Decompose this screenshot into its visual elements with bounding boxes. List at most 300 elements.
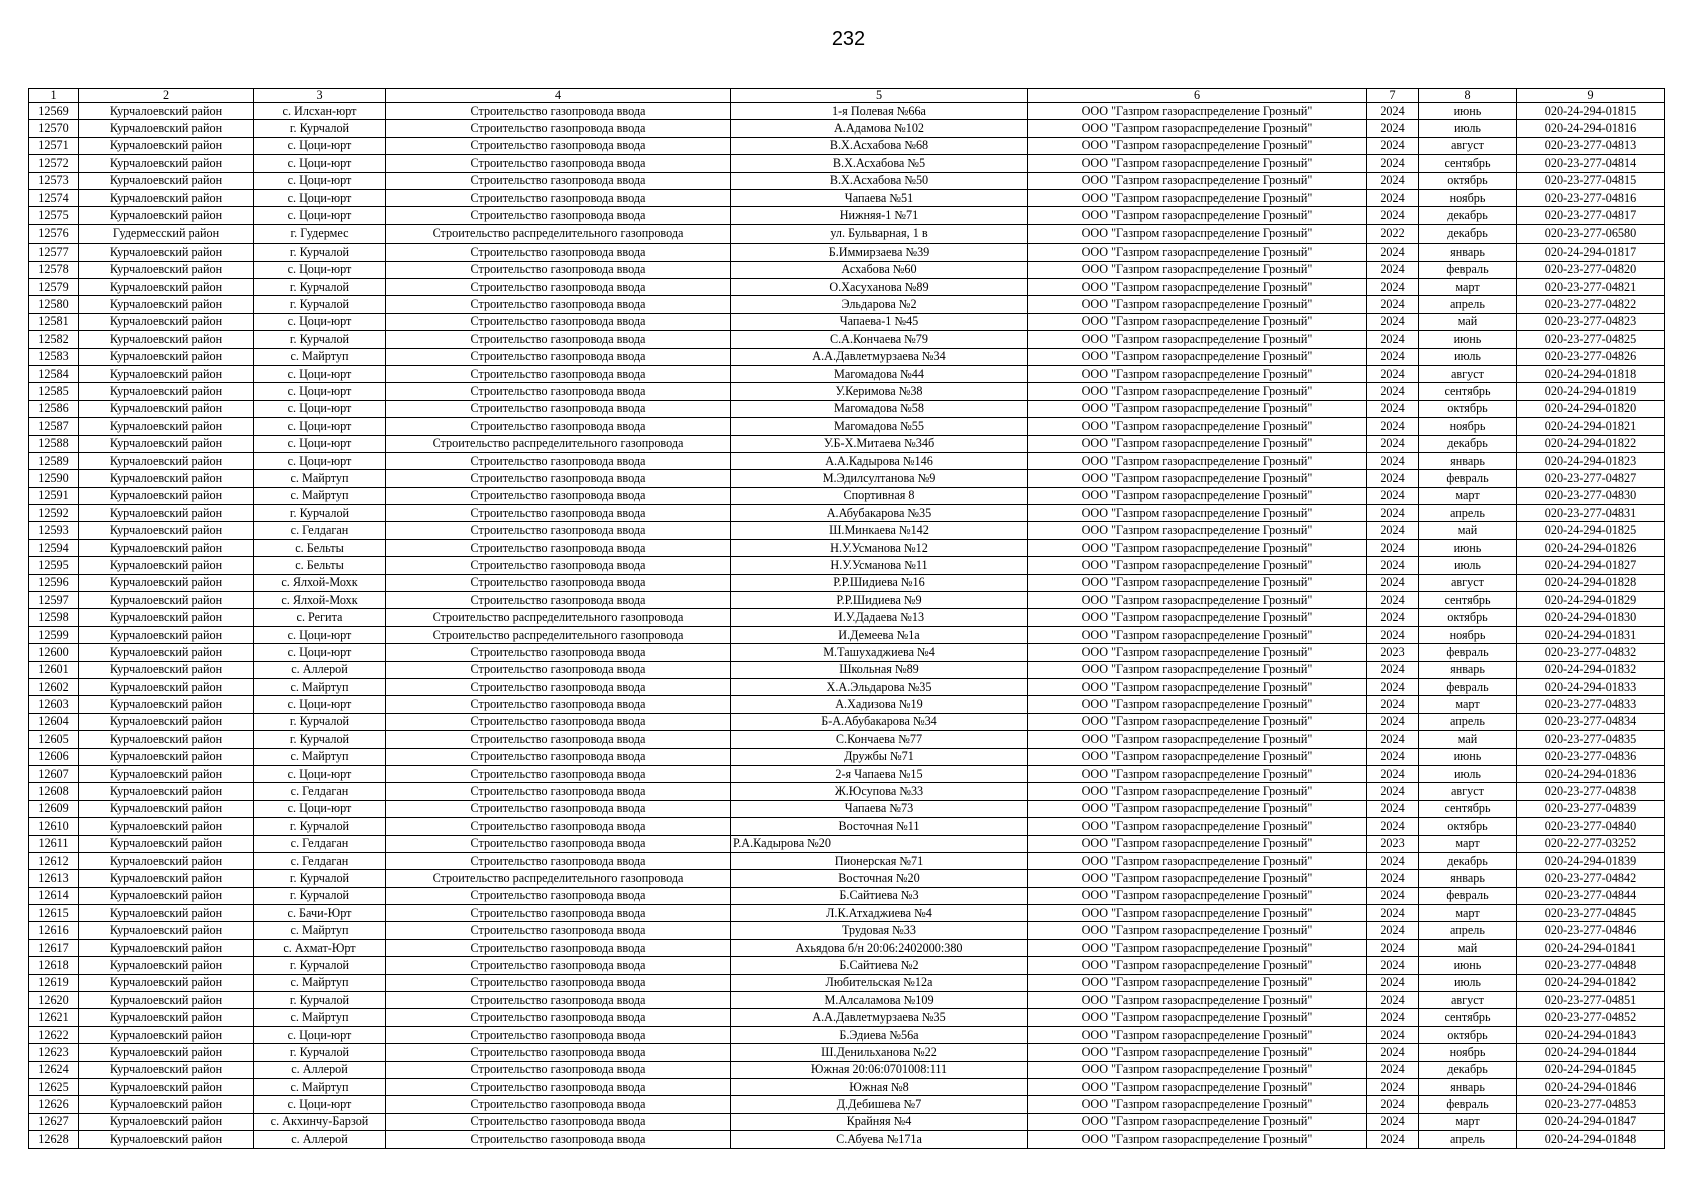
cell-month: март: [1419, 279, 1517, 296]
cell-district: Курчалоевский район: [79, 120, 254, 137]
column-header: 4: [386, 89, 731, 103]
cell-settlement: г. Курчалой: [254, 887, 386, 904]
cell-number: 12574: [29, 189, 79, 206]
cell-code: 020-24-294-01816: [1517, 120, 1665, 137]
cell-work-type: Строительство газопровода ввода: [386, 452, 731, 469]
cell-settlement: с. Аллерой: [254, 1061, 386, 1078]
table-row: [29, 887, 1665, 904]
cell-settlement: с. Гелдаган: [254, 835, 386, 852]
cell-work-type: Строительство газопровода ввода: [386, 522, 731, 539]
cell-month: март: [1419, 487, 1517, 504]
cell-year: 2024: [1367, 470, 1419, 487]
cell-settlement: г. Курчалой: [254, 870, 386, 887]
cell-district: Курчалоевский район: [79, 244, 254, 261]
cell-month: январь: [1419, 1078, 1517, 1095]
cell-code: 020-23-277-04823: [1517, 313, 1665, 330]
cell-work-type: Строительство газопровода ввода: [386, 748, 731, 765]
cell-number: 12625: [29, 1078, 79, 1095]
cell-code: 020-24-294-01839: [1517, 852, 1665, 869]
cell-code: 020-23-277-04846: [1517, 922, 1665, 939]
cell-work-type: Строительство газопровода ввода: [386, 852, 731, 869]
cell-month: март: [1419, 835, 1517, 852]
cell-month: февраль: [1419, 1096, 1517, 1113]
cell-code: 020-23-277-04814: [1517, 155, 1665, 172]
cell-month: май: [1419, 313, 1517, 330]
cell-settlement: г. Курчалой: [254, 505, 386, 522]
cell-organization: ООО "Газпром газораспределение Грозный": [1028, 592, 1367, 609]
cell-year: 2024: [1367, 661, 1419, 678]
cell-work-type: Строительство газопровода ввода: [386, 470, 731, 487]
cell-settlement: г. Курчалой: [254, 992, 386, 1009]
cell-number: 12602: [29, 679, 79, 696]
cell-district: Курчалоевский район: [79, 155, 254, 172]
cell-month: август: [1419, 783, 1517, 800]
table-row: [29, 365, 1665, 382]
cell-year: 2024: [1367, 189, 1419, 206]
column-header: 8: [1419, 89, 1517, 103]
cell-work-type: Строительство распределительного газопровода: [386, 870, 731, 887]
cell-settlement: с. Цоци-юрт: [254, 383, 386, 400]
cell-number: 12624: [29, 1061, 79, 1078]
cell-code: 020-24-294-01842: [1517, 974, 1665, 991]
cell-code: 020-23-277-04834: [1517, 713, 1665, 730]
cell-address: Л.К.Атхаджиева №4: [731, 905, 1028, 922]
cell-year: 2024: [1367, 765, 1419, 782]
cell-code: 020-23-277-04845: [1517, 905, 1665, 922]
cell-organization: ООО "Газпром газораспределение Грозный": [1028, 852, 1367, 869]
cell-code: 020-23-277-04817: [1517, 207, 1665, 224]
cell-organization: ООО "Газпром газораспределение Грозный": [1028, 609, 1367, 626]
cell-organization: ООО "Газпром газораспределение Грозный": [1028, 557, 1367, 574]
cell-district: Курчалоевский район: [79, 939, 254, 956]
cell-district: Курчалоевский район: [79, 852, 254, 869]
table-row: [29, 713, 1665, 730]
cell-number: 12613: [29, 870, 79, 887]
cell-year: 2024: [1367, 487, 1419, 504]
cell-code: 020-24-294-01845: [1517, 1061, 1665, 1078]
cell-number: 12572: [29, 155, 79, 172]
cell-month: октябрь: [1419, 609, 1517, 626]
cell-number: 12612: [29, 852, 79, 869]
cell-code: 020-24-294-01826: [1517, 539, 1665, 556]
table-row: [29, 383, 1665, 400]
cell-address: Трудовая №33: [731, 922, 1028, 939]
cell-code: 020-24-294-01815: [1517, 103, 1665, 120]
table-row: [29, 644, 1665, 661]
cell-work-type: Строительство газопровода ввода: [386, 974, 731, 991]
cell-code: 020-24-294-01832: [1517, 661, 1665, 678]
cell-year: 2024: [1367, 452, 1419, 469]
table-row: [29, 818, 1665, 835]
cell-address: Магомадова №55: [731, 418, 1028, 435]
cell-settlement: с. Цоци-юрт: [254, 172, 386, 189]
cell-organization: ООО "Газпром газораспределение Грозный": [1028, 626, 1367, 643]
cell-work-type: Строительство газопровода ввода: [386, 1026, 731, 1043]
cell-number: 12571: [29, 137, 79, 154]
cell-work-type: Строительство газопровода ввода: [386, 418, 731, 435]
cell-work-type: Строительство газопровода ввода: [386, 800, 731, 817]
cell-number: 12589: [29, 452, 79, 469]
cell-number: 12594: [29, 539, 79, 556]
cell-district: Курчалоевский район: [79, 365, 254, 382]
cell-address: Восточная №20: [731, 870, 1028, 887]
cell-number: 12599: [29, 626, 79, 643]
cell-work-type: Строительство газопровода ввода: [386, 155, 731, 172]
column-header: 5: [731, 89, 1028, 103]
table-row: [29, 120, 1665, 137]
cell-number: 12626: [29, 1096, 79, 1113]
cell-work-type: Строительство газопровода ввода: [386, 731, 731, 748]
cell-settlement: с. Цоци-юрт: [254, 313, 386, 330]
cell-work-type: Строительство газопровода ввода: [386, 172, 731, 189]
cell-number: 12611: [29, 835, 79, 852]
cell-month: февраль: [1419, 644, 1517, 661]
cell-work-type: Строительство распределительного газопровода: [386, 224, 731, 244]
cell-settlement: с. Цоци-юрт: [254, 261, 386, 278]
cell-number: 12604: [29, 713, 79, 730]
cell-settlement: с. Гелдаган: [254, 783, 386, 800]
cell-year: 2024: [1367, 974, 1419, 991]
cell-month: июнь: [1419, 331, 1517, 348]
cell-year: 2024: [1367, 800, 1419, 817]
cell-month: сентябрь: [1419, 383, 1517, 400]
cell-work-type: Строительство газопровода ввода: [386, 296, 731, 313]
cell-month: сентябрь: [1419, 1009, 1517, 1026]
cell-code: 020-23-277-04820: [1517, 261, 1665, 278]
cell-organization: ООО "Газпром газораспределение Грозный": [1028, 279, 1367, 296]
cell-address: Б-А.Абубакарова №34: [731, 713, 1028, 730]
cell-month: январь: [1419, 870, 1517, 887]
cell-settlement: с. Регита: [254, 609, 386, 626]
cell-settlement: с. Ялхой-Мохк: [254, 574, 386, 591]
cell-year: 2024: [1367, 383, 1419, 400]
cell-number: 12627: [29, 1113, 79, 1130]
cell-district: Курчалоевский район: [79, 713, 254, 730]
cell-organization: ООО "Газпром газораспределение Грозный": [1028, 679, 1367, 696]
cell-month: декабрь: [1419, 435, 1517, 452]
cell-address: Н.У.Усманова №12: [731, 539, 1028, 556]
cell-number: 12596: [29, 574, 79, 591]
cell-year: 2024: [1367, 957, 1419, 974]
cell-month: февраль: [1419, 261, 1517, 278]
cell-settlement: г. Курчалой: [254, 331, 386, 348]
cell-month: сентябрь: [1419, 155, 1517, 172]
cell-year: 2024: [1367, 1131, 1419, 1148]
cell-month: ноябрь: [1419, 626, 1517, 643]
cell-month: июль: [1419, 765, 1517, 782]
table-row: [29, 224, 1665, 244]
cell-month: декабрь: [1419, 1061, 1517, 1078]
table-row: [29, 922, 1665, 939]
cell-address: Н.У.Усманова №11: [731, 557, 1028, 574]
cell-organization: ООО "Газпром газораспределение Грозный": [1028, 189, 1367, 206]
cell-number: 12582: [29, 331, 79, 348]
cell-address: А.Хадизова №19: [731, 696, 1028, 713]
cell-settlement: с. Цоци-юрт: [254, 189, 386, 206]
cell-year: 2024: [1367, 296, 1419, 313]
cell-settlement: г. Гудермес: [254, 224, 386, 244]
cell-settlement: с. Цоци-юрт: [254, 765, 386, 782]
cell-organization: ООО "Газпром газораспределение Грозный": [1028, 331, 1367, 348]
cell-district: Курчалоевский район: [79, 731, 254, 748]
cell-number: 12578: [29, 261, 79, 278]
cell-work-type: Строительство газопровода ввода: [386, 713, 731, 730]
cell-organization: ООО "Газпром газораспределение Грозный": [1028, 748, 1367, 765]
cell-address: С.А.Кончаева №79: [731, 331, 1028, 348]
table-row: [29, 905, 1665, 922]
cell-address: Чапаева-1 №45: [731, 313, 1028, 330]
cell-settlement: с. Цоци-юрт: [254, 626, 386, 643]
cell-organization: ООО "Газпром газораспределение Грозный": [1028, 887, 1367, 904]
cell-code: 020-24-294-01821: [1517, 418, 1665, 435]
cell-year: 2024: [1367, 103, 1419, 120]
cell-district: Курчалоевский район: [79, 1026, 254, 1043]
cell-year: 2023: [1367, 644, 1419, 661]
cell-settlement: с. Цоци-юрт: [254, 800, 386, 817]
cell-month: февраль: [1419, 470, 1517, 487]
cell-month: ноябрь: [1419, 189, 1517, 206]
cell-year: 2024: [1367, 1113, 1419, 1130]
table-row: [29, 557, 1665, 574]
cell-month: май: [1419, 522, 1517, 539]
cell-number: 12595: [29, 557, 79, 574]
table-row: [29, 331, 1665, 348]
header-row: [29, 89, 1665, 103]
cell-year: 2024: [1367, 818, 1419, 835]
cell-district: Курчалоевский район: [79, 574, 254, 591]
cell-address: У.Б-Х.Митаева №34б: [731, 435, 1028, 452]
table-row: [29, 207, 1665, 224]
cell-code: 020-23-277-04844: [1517, 887, 1665, 904]
cell-code: 020-23-277-04831: [1517, 505, 1665, 522]
table-row: [29, 487, 1665, 504]
cell-number: 12581: [29, 313, 79, 330]
cell-month: ноябрь: [1419, 418, 1517, 435]
cell-organization: ООО "Газпром газораспределение Грозный": [1028, 505, 1367, 522]
cell-settlement: с. Цоци-юрт: [254, 435, 386, 452]
cell-settlement: с. Цоци-юрт: [254, 696, 386, 713]
cell-year: 2024: [1367, 852, 1419, 869]
cell-month: июль: [1419, 974, 1517, 991]
cell-organization: ООО "Газпром газораспределение Грозный": [1028, 992, 1367, 1009]
cell-settlement: с. Ахмат-Юрт: [254, 939, 386, 956]
table-row: [29, 313, 1665, 330]
cell-month: январь: [1419, 452, 1517, 469]
table-row: [29, 522, 1665, 539]
cell-address: Б.Иммирзаева №39: [731, 244, 1028, 261]
cell-settlement: с. Цоци-юрт: [254, 644, 386, 661]
cell-settlement: с. Гелдаган: [254, 522, 386, 539]
cell-settlement: с. Гелдаган: [254, 852, 386, 869]
cell-number: 12621: [29, 1009, 79, 1026]
cell-district: Курчалоевский район: [79, 1131, 254, 1148]
cell-month: февраль: [1419, 887, 1517, 904]
cell-year: 2024: [1367, 1096, 1419, 1113]
cell-district: Курчалоевский район: [79, 905, 254, 922]
cell-organization: ООО "Газпром газораспределение Грозный": [1028, 522, 1367, 539]
cell-year: 2024: [1367, 557, 1419, 574]
cell-number: 12569: [29, 103, 79, 120]
cell-year: 2024: [1367, 244, 1419, 261]
cell-district: Курчалоевский район: [79, 644, 254, 661]
cell-year: 2024: [1367, 626, 1419, 643]
table-row: [29, 155, 1665, 172]
cell-work-type: Строительство газопровода ввода: [386, 818, 731, 835]
cell-work-type: Строительство газопровода ввода: [386, 505, 731, 522]
cell-work-type: Строительство газопровода ввода: [386, 400, 731, 417]
cell-organization: ООО "Газпром газораспределение Грозный": [1028, 313, 1367, 330]
cell-district: Курчалоевский район: [79, 313, 254, 330]
cell-code: 020-23-277-04815: [1517, 172, 1665, 189]
cell-district: Курчалоевский район: [79, 470, 254, 487]
cell-code: 020-24-294-01825: [1517, 522, 1665, 539]
cell-work-type: Строительство газопровода ввода: [386, 905, 731, 922]
cell-address: А.Адамова №102: [731, 120, 1028, 137]
table-row: [29, 974, 1665, 991]
cell-code: 020-23-277-04830: [1517, 487, 1665, 504]
cell-code: 020-23-277-04853: [1517, 1096, 1665, 1113]
cell-address: Х.А.Эльдарова №35: [731, 679, 1028, 696]
cell-organization: ООО "Газпром газораспределение Грозный": [1028, 713, 1367, 730]
column-header: 3: [254, 89, 386, 103]
cell-address: Б.Эдиева №56а: [731, 1026, 1028, 1043]
cell-code: 020-23-277-04836: [1517, 748, 1665, 765]
cell-number: 12601: [29, 661, 79, 678]
cell-code: 020-23-277-06580: [1517, 224, 1665, 244]
column-header: 1: [29, 89, 79, 103]
cell-month: июль: [1419, 120, 1517, 137]
cell-number: 12608: [29, 783, 79, 800]
cell-district: Курчалоевский район: [79, 172, 254, 189]
cell-work-type: Строительство газопровода ввода: [386, 1096, 731, 1113]
cell-settlement: с. Цоци-юрт: [254, 1096, 386, 1113]
cell-district: Курчалоевский район: [79, 1096, 254, 1113]
cell-district: Гудермесский район: [79, 224, 254, 244]
table-row: [29, 452, 1665, 469]
cell-number: 12618: [29, 957, 79, 974]
table-row: [29, 870, 1665, 887]
cell-address: Д.Дебишева №7: [731, 1096, 1028, 1113]
table-row: [29, 626, 1665, 643]
cell-month: октябрь: [1419, 172, 1517, 189]
cell-organization: ООО "Газпром газораспределение Грозный": [1028, 120, 1367, 137]
cell-month: июль: [1419, 348, 1517, 365]
cell-district: Курчалоевский район: [79, 296, 254, 313]
cell-district: Курчалоевский район: [79, 452, 254, 469]
cell-settlement: с. Цоци-юрт: [254, 365, 386, 382]
cell-address: С.Кончаева №77: [731, 731, 1028, 748]
cell-address: Р.А.Кадырова №20: [731, 835, 1028, 852]
cell-settlement: с. Цоци-юрт: [254, 137, 386, 154]
table-row: [29, 592, 1665, 609]
cell-number: 12628: [29, 1131, 79, 1148]
cell-district: Курчалоевский район: [79, 922, 254, 939]
cell-work-type: Строительство газопровода ввода: [386, 765, 731, 782]
cell-code: 020-23-277-04848: [1517, 957, 1665, 974]
cell-year: 2024: [1367, 905, 1419, 922]
cell-address: Чапаева №51: [731, 189, 1028, 206]
cell-month: июнь: [1419, 539, 1517, 556]
cell-work-type: Строительство газопровода ввода: [386, 383, 731, 400]
column-header: 6: [1028, 89, 1367, 103]
cell-settlement: г. Курчалой: [254, 957, 386, 974]
cell-month: март: [1419, 905, 1517, 922]
cell-number: 12600: [29, 644, 79, 661]
cell-organization: ООО "Газпром газораспределение Грозный": [1028, 1078, 1367, 1095]
cell-district: Курчалоевский район: [79, 261, 254, 278]
table-row: [29, 296, 1665, 313]
cell-district: Курчалоевский район: [79, 783, 254, 800]
cell-year: 2024: [1367, 137, 1419, 154]
cell-organization: ООО "Газпром газораспределение Грозный": [1028, 365, 1367, 382]
cell-settlement: с. Майртуп: [254, 348, 386, 365]
cell-number: 12614: [29, 887, 79, 904]
cell-month: декабрь: [1419, 224, 1517, 244]
cell-year: 2024: [1367, 939, 1419, 956]
cell-district: Курчалоевский район: [79, 626, 254, 643]
cell-organization: ООО "Газпром газораспределение Грозный": [1028, 765, 1367, 782]
cell-organization: ООО "Газпром газораспределение Грозный": [1028, 939, 1367, 956]
cell-work-type: Строительство газопровода ввода: [386, 1044, 731, 1061]
cell-organization: ООО "Газпром газораспределение Грозный": [1028, 731, 1367, 748]
cell-number: 12586: [29, 400, 79, 417]
cell-code: 020-23-277-04813: [1517, 137, 1665, 154]
cell-month: август: [1419, 137, 1517, 154]
cell-code: 020-24-294-01830: [1517, 609, 1665, 626]
cell-district: Курчалоевский район: [79, 539, 254, 556]
cell-month: ноябрь: [1419, 1044, 1517, 1061]
cell-district: Курчалоевский район: [79, 400, 254, 417]
cell-address: ул. Бульварная, 1 в: [731, 224, 1028, 244]
cell-settlement: с. Майртуп: [254, 470, 386, 487]
cell-settlement: с. Илсхан-юрт: [254, 103, 386, 120]
cell-year: 2024: [1367, 783, 1419, 800]
table-row: [29, 348, 1665, 365]
cell-number: 12587: [29, 418, 79, 435]
cell-work-type: Строительство газопровода ввода: [386, 783, 731, 800]
column-header: 7: [1367, 89, 1419, 103]
cell-number: 12619: [29, 974, 79, 991]
cell-organization: ООО "Газпром газораспределение Грозный": [1028, 539, 1367, 556]
cell-settlement: г. Курчалой: [254, 244, 386, 261]
cell-settlement: с. Майртуп: [254, 922, 386, 939]
cell-work-type: Строительство газопровода ввода: [386, 679, 731, 696]
cell-work-type: Строительство газопровода ввода: [386, 331, 731, 348]
cell-address: Любительская №12а: [731, 974, 1028, 991]
cell-district: Курчалоевский район: [79, 418, 254, 435]
cell-settlement: с. Бачи-Юрт: [254, 905, 386, 922]
cell-district: Курчалоевский район: [79, 487, 254, 504]
cell-work-type: Строительство газопровода ввода: [386, 365, 731, 382]
cell-year: 2024: [1367, 870, 1419, 887]
cell-year: 2024: [1367, 207, 1419, 224]
table-row: [29, 852, 1665, 869]
cell-address: А.А.Давлетмурзаева №35: [731, 1009, 1028, 1026]
table-body: [29, 103, 1665, 1149]
cell-number: 12606: [29, 748, 79, 765]
cell-district: Курчалоевский район: [79, 592, 254, 609]
cell-month: декабрь: [1419, 852, 1517, 869]
cell-work-type: Строительство газопровода ввода: [386, 1009, 731, 1026]
table-row: [29, 1131, 1665, 1148]
cell-number: 12580: [29, 296, 79, 313]
cell-district: Курчалоевский район: [79, 522, 254, 539]
cell-address: М.Алсаламова №109: [731, 992, 1028, 1009]
cell-organization: ООО "Газпром газораспределение Грозный": [1028, 172, 1367, 189]
cell-number: 12588: [29, 435, 79, 452]
cell-number: 12575: [29, 207, 79, 224]
cell-district: Курчалоевский район: [79, 765, 254, 782]
